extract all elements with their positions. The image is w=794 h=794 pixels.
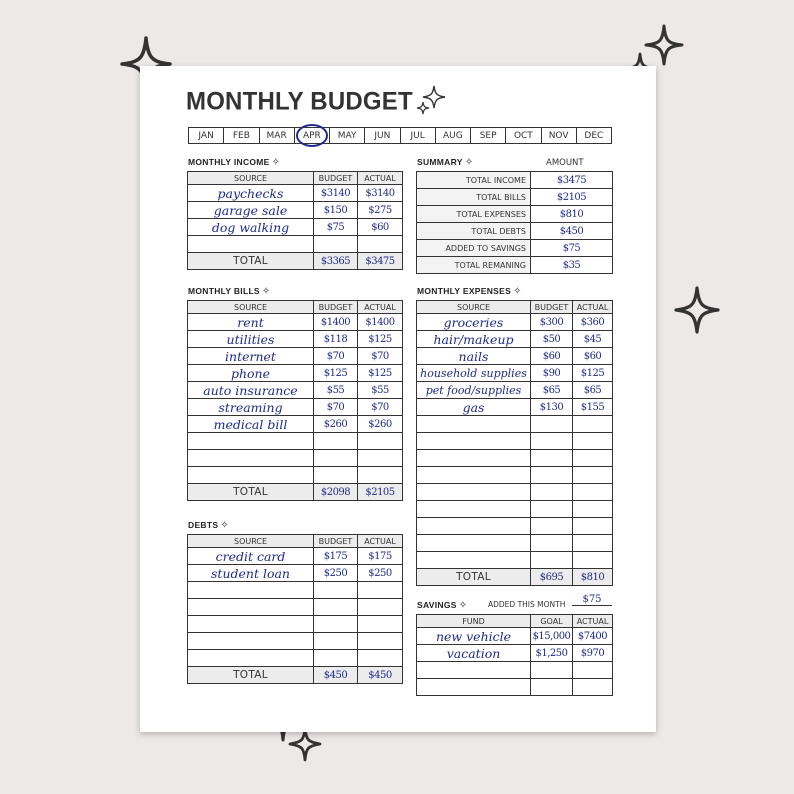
budget-cell[interactable] (314, 236, 358, 253)
actual-cell[interactable]: $7400 (573, 628, 613, 645)
actual-cell[interactable]: $125 (358, 365, 403, 382)
table-row (188, 331, 403, 348)
table-header-row (188, 535, 403, 548)
source-cell[interactable]: gas (417, 399, 531, 416)
actual-cell[interactable]: $45 (573, 331, 613, 348)
summary-row (417, 206, 613, 223)
budget-cell[interactable]: $90 (531, 365, 573, 382)
budget-cell[interactable] (314, 650, 358, 667)
table-row (188, 582, 403, 599)
table-row (417, 662, 613, 679)
source-cell[interactable] (188, 433, 314, 450)
savings-added-value: $75 (572, 594, 612, 606)
source-cell[interactable] (417, 467, 531, 484)
table-row (188, 450, 403, 467)
table-row (417, 501, 613, 518)
source-cell[interactable]: household supplies (417, 365, 531, 382)
actual-cell[interactable] (358, 433, 403, 450)
budget-cell[interactable] (314, 467, 358, 484)
actual-cell[interactable]: $970 (573, 645, 613, 662)
actual-cell[interactable] (573, 679, 613, 696)
actual-cell[interactable] (573, 518, 613, 535)
budget-cell[interactable]: $260 (314, 416, 358, 433)
budget-cell[interactable] (531, 535, 573, 552)
debts-table (187, 534, 403, 684)
actual-cell[interactable] (358, 650, 403, 667)
column-header: ACTUAL (358, 172, 403, 185)
summary-amount[interactable]: $810 (531, 206, 613, 223)
month-nov[interactable]: NOV (542, 128, 577, 143)
total-budget: $450 (314, 667, 358, 684)
fund-cell[interactable]: vacation (417, 645, 531, 662)
budget-cell[interactable]: $55 (314, 382, 358, 399)
table-row (188, 185, 403, 202)
table-row (417, 365, 613, 382)
table-row (417, 645, 613, 662)
actual-cell[interactable]: $360 (573, 314, 613, 331)
actual-cell[interactable]: $275 (358, 202, 403, 219)
table-row (417, 450, 613, 467)
total-row (188, 667, 403, 684)
actual-cell[interactable]: $3140 (358, 185, 403, 202)
actual-cell[interactable]: $1400 (358, 314, 403, 331)
source-cell[interactable] (417, 552, 531, 569)
table-row (417, 433, 613, 450)
total-budget: $3365 (314, 253, 358, 270)
table-row (188, 348, 403, 365)
source-cell[interactable] (188, 582, 314, 599)
actual-cell[interactable] (573, 552, 613, 569)
source-cell[interactable] (188, 616, 314, 633)
actual-cell[interactable] (358, 236, 403, 253)
total-row (417, 569, 613, 586)
budget-cell[interactable] (531, 467, 573, 484)
table-row (188, 314, 403, 331)
goal-cell[interactable]: $1,250 (531, 645, 573, 662)
month-jun[interactable]: JUN (365, 128, 400, 143)
budget-cell[interactable] (314, 599, 358, 616)
total-row (188, 484, 403, 501)
actual-cell[interactable]: $55 (358, 382, 403, 399)
table-row (417, 399, 613, 416)
table-row (188, 433, 403, 450)
source-cell[interactable] (188, 236, 314, 253)
bills-table (187, 300, 403, 501)
budget-cell[interactable] (531, 552, 573, 569)
source-cell[interactable]: credit card (188, 548, 314, 565)
total-budget: $2098 (314, 484, 358, 501)
budget-cell[interactable] (314, 633, 358, 650)
actual-cell[interactable]: $125 (358, 331, 403, 348)
column-header: GOAL (531, 615, 573, 628)
summary-row (417, 240, 613, 257)
column-header: BUDGET (314, 535, 358, 548)
bills-title: MONTHLY BILLS ✧ (188, 286, 271, 297)
actual-cell[interactable]: $65 (573, 382, 613, 399)
source-cell[interactable]: garage sale (188, 202, 314, 219)
column-header: FUND (417, 615, 531, 628)
table-row (417, 331, 613, 348)
page-title: MONTHLY BUDGET (186, 87, 413, 116)
summary-row (417, 189, 613, 206)
table-row (188, 219, 403, 236)
table-row (417, 535, 613, 552)
total-label: TOTAL (188, 484, 314, 501)
month-apr[interactable]: APR (295, 128, 330, 143)
budget-cell[interactable] (531, 450, 573, 467)
source-cell[interactable]: internet (188, 348, 314, 365)
goal-cell[interactable] (531, 679, 573, 696)
total-actual: $810 (573, 569, 613, 586)
actual-cell[interactable] (573, 662, 613, 679)
column-header: ACTUAL (358, 301, 403, 314)
fund-cell[interactable]: new vehicle (417, 628, 531, 645)
source-cell[interactable] (188, 599, 314, 616)
column-header: SOURCE (188, 172, 314, 185)
month-jul[interactable]: JUL (401, 128, 436, 143)
actual-cell[interactable]: $250 (358, 565, 403, 582)
table-row (417, 628, 613, 645)
actual-cell[interactable]: $155 (573, 399, 613, 416)
total-label: TOTAL (417, 569, 531, 586)
column-header: SOURCE (188, 301, 314, 314)
table-row (188, 548, 403, 565)
table-row (188, 416, 403, 433)
source-cell[interactable] (188, 450, 314, 467)
table-row (417, 314, 613, 331)
month-selector (188, 127, 612, 144)
actual-cell[interactable] (573, 484, 613, 501)
table-row (188, 565, 403, 582)
summary-row (417, 223, 613, 240)
summary-row (417, 257, 613, 274)
summary-amount[interactable]: $2105 (531, 189, 613, 206)
budget-cell[interactable]: $175 (314, 548, 358, 565)
source-cell[interactable] (417, 535, 531, 552)
budget-cell[interactable]: $300 (531, 314, 573, 331)
source-cell[interactable]: medical bill (188, 416, 314, 433)
sparkle-icon (414, 84, 448, 118)
table-row (417, 552, 613, 569)
expenses-table (416, 300, 613, 586)
column-header: ACTUAL (573, 615, 613, 628)
source-cell[interactable] (188, 650, 314, 667)
goal-cell[interactable]: $15,000 (531, 628, 573, 645)
summary-label: ADDED TO SAVINGS (417, 240, 531, 257)
budget-cell[interactable]: $125 (314, 365, 358, 382)
fund-cell[interactable] (417, 679, 531, 696)
budget-cell[interactable]: $50 (531, 331, 573, 348)
income-table (187, 171, 403, 270)
actual-cell[interactable]: $175 (358, 548, 403, 565)
table-header-row (417, 301, 613, 314)
source-cell[interactable] (417, 433, 531, 450)
source-cell[interactable] (188, 467, 314, 484)
actual-cell[interactable] (573, 501, 613, 518)
total-row (188, 253, 403, 270)
actual-cell[interactable] (358, 467, 403, 484)
budget-cell[interactable] (314, 450, 358, 467)
savings-title: SAVINGS ✧ (417, 600, 468, 611)
budget-cell[interactable] (314, 433, 358, 450)
debts-title: DEBTS ✧ (188, 520, 229, 531)
sparkle-icon (674, 286, 720, 334)
table-row (188, 616, 403, 633)
column-header: BUDGET (314, 172, 358, 185)
total-actual: $3475 (358, 253, 403, 270)
budget-cell[interactable]: $3140 (314, 185, 358, 202)
budget-cell[interactable] (531, 484, 573, 501)
table-row (188, 399, 403, 416)
source-cell[interactable]: streaming (188, 399, 314, 416)
budget-cell[interactable] (531, 518, 573, 535)
summary-amount[interactable]: $3475 (531, 172, 613, 189)
table-row (188, 650, 403, 667)
table-row (188, 633, 403, 650)
source-cell[interactable] (417, 518, 531, 535)
budget-cell[interactable]: $250 (314, 565, 358, 582)
actual-cell[interactable]: $60 (358, 219, 403, 236)
budget-cell[interactable] (314, 582, 358, 599)
source-cell[interactable]: rent (188, 314, 314, 331)
source-cell[interactable]: auto insurance (188, 382, 314, 399)
table-row (188, 202, 403, 219)
summary-label: TOTAL REMANING (417, 257, 531, 274)
actual-cell[interactable]: $125 (573, 365, 613, 382)
budget-cell[interactable]: $118 (314, 331, 358, 348)
table-row (417, 679, 613, 696)
month-mar[interactable]: MAR (260, 128, 295, 143)
total-budget: $695 (531, 569, 573, 586)
budget-cell[interactable] (531, 501, 573, 518)
table-row (188, 236, 403, 253)
table-row (417, 518, 613, 535)
summary-label: TOTAL DEBTS (417, 223, 531, 240)
savings-added-label: ADDED THIS MONTH (488, 600, 566, 609)
actual-cell[interactable] (573, 450, 613, 467)
budget-cell[interactable] (314, 616, 358, 633)
actual-cell[interactable]: $70 (358, 348, 403, 365)
month-dec[interactable]: DEC (584, 130, 604, 141)
column-header: BUDGET (531, 301, 573, 314)
summary-row (417, 172, 613, 189)
budget-cell[interactable]: $130 (531, 399, 573, 416)
table-header-row (417, 615, 613, 628)
month-feb[interactable]: FEB (224, 128, 259, 143)
actual-cell[interactable]: $260 (358, 416, 403, 433)
table-row (188, 467, 403, 484)
source-cell[interactable]: student loan (188, 565, 314, 582)
budget-cell[interactable] (531, 416, 573, 433)
income-title: MONTHLY INCOME ✧ (188, 157, 281, 168)
source-cell[interactable]: phone (188, 365, 314, 382)
budget-cell[interactable]: $60 (531, 348, 573, 365)
goal-cell[interactable] (531, 662, 573, 679)
month-aug[interactable]: AUG (436, 128, 471, 143)
table-row (417, 484, 613, 501)
table-row (417, 382, 613, 399)
total-label: TOTAL (188, 667, 314, 684)
budget-cell[interactable]: $70 (314, 348, 358, 365)
savings-table (416, 614, 613, 696)
source-cell[interactable]: dog walking (188, 219, 314, 236)
month-sep[interactable]: SEP (471, 128, 506, 143)
total-actual: $450 (358, 667, 403, 684)
actual-cell[interactable] (358, 633, 403, 650)
actual-cell[interactable] (573, 433, 613, 450)
month-oct[interactable]: OCT (506, 128, 541, 143)
source-cell[interactable] (417, 450, 531, 467)
summary-table (416, 171, 613, 274)
column-header: SOURCE (188, 535, 314, 548)
table-row (188, 382, 403, 399)
summary-amount[interactable]: $35 (531, 257, 613, 274)
total-label: TOTAL (188, 253, 314, 270)
source-cell[interactable] (417, 416, 531, 433)
summary-amount[interactable]: $450 (531, 223, 613, 240)
budget-cell[interactable]: $1400 (314, 314, 358, 331)
budget-cell[interactable]: $65 (531, 382, 573, 399)
total-actual: $2105 (358, 484, 403, 501)
table-row (188, 365, 403, 382)
table-header-row (188, 172, 403, 185)
summary-label: TOTAL INCOME (417, 172, 531, 189)
source-cell[interactable] (417, 501, 531, 518)
budget-cell[interactable]: $70 (314, 399, 358, 416)
actual-cell[interactable] (358, 450, 403, 467)
actual-cell[interactable] (573, 535, 613, 552)
summary-amount[interactable]: $75 (531, 240, 613, 257)
actual-cell[interactable]: $60 (573, 348, 613, 365)
source-cell[interactable] (188, 633, 314, 650)
column-header: ACTUAL (358, 535, 403, 548)
month-jan[interactable]: JAN (189, 128, 224, 143)
column-header: BUDGET (314, 301, 358, 314)
table-row (417, 416, 613, 433)
source-cell[interactable]: nails (417, 348, 531, 365)
source-cell[interactable]: utilities (188, 331, 314, 348)
source-cell[interactable]: paychecks (188, 185, 314, 202)
month-may[interactable]: MAY (330, 128, 365, 143)
budget-cell[interactable]: $150 (314, 202, 358, 219)
actual-cell[interactable] (573, 467, 613, 484)
summary-title: SUMMARY ✧ (417, 157, 474, 168)
column-header: SOURCE (417, 301, 531, 314)
summary-label: TOTAL BILLS (417, 189, 531, 206)
column-header: ACTUAL (573, 301, 613, 314)
actual-cell[interactable]: $70 (358, 399, 403, 416)
expenses-title: MONTHLY EXPENSES ✧ (417, 286, 522, 297)
fund-cell[interactable] (417, 662, 531, 679)
actual-cell[interactable] (573, 416, 613, 433)
actual-cell[interactable] (358, 599, 403, 616)
source-cell[interactable]: pet food/supplies (417, 382, 531, 399)
actual-cell[interactable] (358, 616, 403, 633)
budget-cell[interactable] (531, 433, 573, 450)
actual-cell[interactable] (358, 582, 403, 599)
source-cell[interactable] (417, 484, 531, 501)
source-cell[interactable]: groceries (417, 314, 531, 331)
table-header-row (188, 301, 403, 314)
table-row (417, 467, 613, 484)
table-row (417, 348, 613, 365)
budget-cell[interactable]: $75 (314, 219, 358, 236)
table-row (188, 599, 403, 616)
summary-amount-header: AMOUNT (546, 158, 584, 168)
source-cell[interactable]: hair/makeup (417, 331, 531, 348)
summary-label: TOTAL EXPENSES (417, 206, 531, 223)
